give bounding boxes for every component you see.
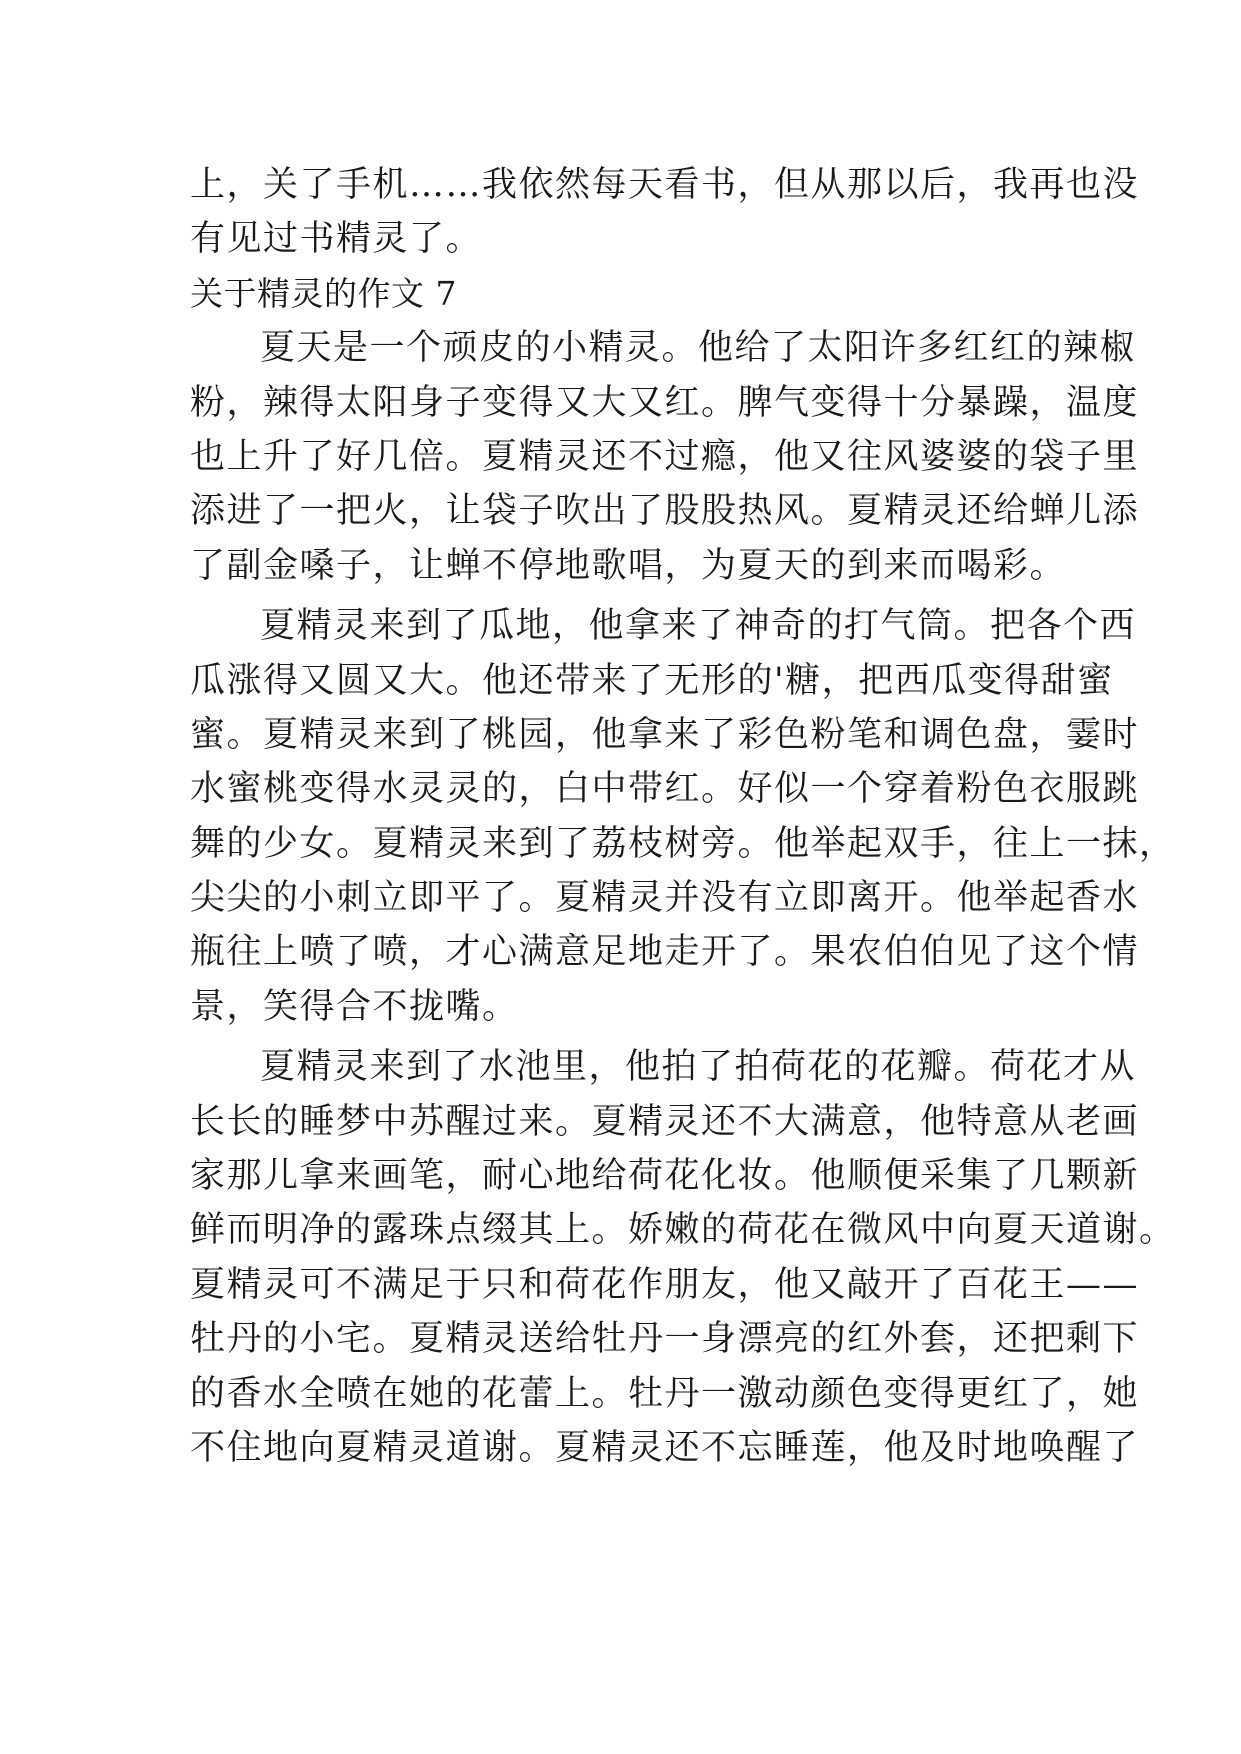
text-line: 尖尖的小刺立即平了。夏精灵并没有立即离开。他举起香水 <box>190 878 1140 919</box>
section-heading: 关于精灵的作文 7 <box>190 273 457 313</box>
text-line: 夏精灵来到了水池里，他拍了拍荷花的花瓣。荷花才从 <box>260 1047 1137 1088</box>
text-line: 蜜。夏精灵来到了桃园，他拿来了彩色粉笔和调色盘，霎时 <box>190 714 1140 755</box>
text-line: 长长的睡梦中苏醒过来。夏精灵还不大满意，他特意从老画 <box>190 1101 1140 1142</box>
paragraph-3 <box>190 1040 1176 1475</box>
text-line: 景，笑得合不拢嘴。 <box>190 986 519 1027</box>
text-line: 添进了一把火，让袋子吹出了股股热风。夏精灵还给蝉儿添 <box>190 491 1140 532</box>
text-line: 了副金嗓子，让蝉不停地歌唱，为夏天的到来而喝彩。 <box>190 545 1067 586</box>
text-line: 也上升了好几倍。夏精灵还不过瘾，他又往风婆婆的袋子里 <box>190 436 1140 477</box>
document-body <box>190 158 1176 1475</box>
text-line: 鲜而明净的露珠点缀其上。娇嫩的荷花在微风中向夏天道谢。 <box>190 1210 1176 1251</box>
text-line: 有见过书精灵了。 <box>190 219 483 260</box>
text-line: 夏精灵可不满足于只和荷花作朋友，他又敲开了百花王—— <box>190 1264 1140 1305</box>
text-line: 上，关了手机……我依然每天看书，但从那以后，我再也没 <box>190 165 1140 205</box>
text-line: 牡丹的小宅。夏精灵送给牡丹一身漂亮的红外套，还把剩下 <box>190 1319 1140 1360</box>
text-line: 夏天是一个顽皮的小精灵。他给了太阳许多红红的辣椒 <box>260 328 1137 369</box>
text-line: 的香水全喷在她的花蕾上。牡丹一激动颜色变得更红了，她 <box>190 1373 1140 1414</box>
text-line: 家那儿拿来画笔，耐心地给荷花化妆。他顺便采集了几颗新 <box>190 1156 1140 1197</box>
text-line: 夏精灵来到了瓜地，他拿来了神奇的打气筒。把各个西 <box>260 606 1137 647</box>
text-line: 瓶往上喷了喷，才心满意足地走开了。果农伯伯见了这个情 <box>190 932 1140 973</box>
text-line: 水蜜桃变得水灵灵的，白中带红。好似一个穿着粉色衣服跳 <box>190 769 1140 810</box>
text-line: 瓜涨得又圆又大。他还带来了无形的'糖，把西瓜变得甜蜜 <box>190 660 1114 701</box>
paragraph-1 <box>190 321 1140 593</box>
text-line: 不住地向夏精灵道谢。夏精灵还不忘睡莲，他及时地唤醒了 <box>190 1427 1140 1468</box>
paragraph-2 <box>190 599 1176 1034</box>
text-line: 粉，辣得太阳身子变得又大又红。脾气变得十分暴躁，温度 <box>190 382 1140 423</box>
text-line: 舞的少女。夏精灵来到了荔枝树旁。他举起双手，往上一抹， <box>190 823 1176 864</box>
